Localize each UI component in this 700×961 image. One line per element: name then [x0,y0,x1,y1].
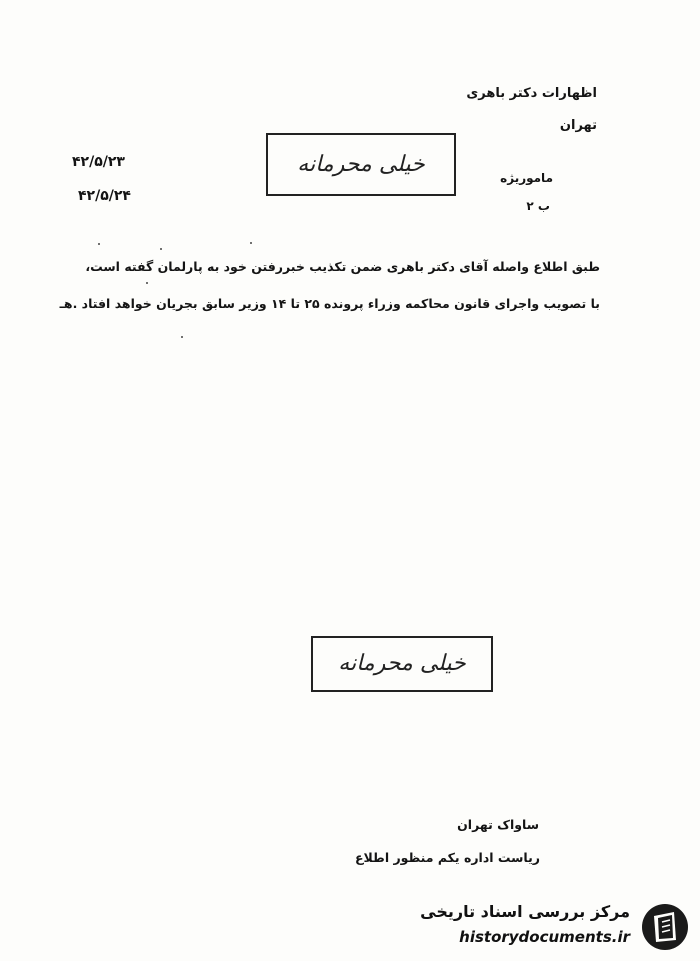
org-line: ساواک تهران [457,817,539,832]
date-second: ۴۲/۵/۲۴ [78,188,131,204]
body-line-1: طبق اطلاع واصله آقای دکتر باهری ضمن تکذیب خبررفتن خود به پارلمان گفته است، [85,259,600,274]
scan-speck [181,336,183,338]
scan-speck [146,282,148,284]
classification-stamp-top: خیلی محرمانه [266,133,456,196]
watermark-url: historydocuments.ir [459,928,630,946]
date-first: ۴۲/۵/۲۳ [72,154,125,170]
archive-watermark [420,896,690,954]
scan-speck [160,248,162,250]
code-line: ب ۲ [526,199,550,213]
department-line: ریاست اداره یکم منظور اطلاع [355,850,540,865]
archive-logo-icon [640,902,690,952]
body-line-2: با تصویب واجرای قانون محاکمه وزراء پرونده ۲۵ تا ۱۴ وزیر سابق بجریان خواهد افتاد .هـ [59,296,600,311]
classification-stamp-bottom: خیلی محرمانه [311,636,493,692]
watermark-title: مرکز بررسی اسناد تاریخی [420,902,630,921]
city-line: تهران [559,118,597,133]
agent-line: ماموریژه [500,171,553,185]
scan-speck [98,243,100,245]
scan-speck [250,242,252,244]
subject-line: اظهارات دکتر باهری [466,86,597,101]
